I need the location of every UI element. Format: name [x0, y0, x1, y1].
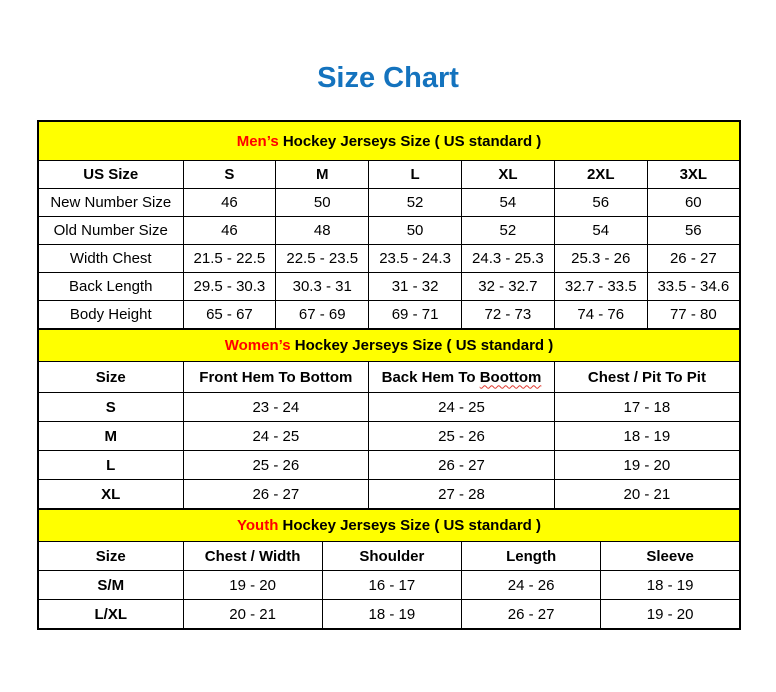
table-cell: 25 - 26 [183, 451, 369, 480]
table-cell: 18 - 19 [554, 422, 740, 451]
youth-size-table [37, 508, 741, 630]
table-cell: 17 - 18 [554, 393, 740, 422]
table-cell: 27 - 28 [369, 480, 555, 510]
table-cell: 23 - 24 [183, 393, 369, 422]
table-row [38, 600, 740, 630]
column-header: 3XL [647, 161, 740, 189]
table-cell: 20 - 21 [554, 480, 740, 510]
row-label: S/M [38, 571, 183, 600]
table-cell: 52 [461, 217, 554, 245]
column-header: L [369, 161, 462, 189]
womens-size-table [37, 328, 741, 510]
youth-header-row [38, 542, 740, 571]
table-cell: 29.5 - 30.3 [183, 273, 276, 301]
table-cell: 52 [369, 189, 462, 217]
table-cell: 31 - 32 [369, 273, 462, 301]
table-cell: 22.5 - 23.5 [276, 245, 369, 273]
table-cell: 19 - 20 [183, 571, 322, 600]
table-row [38, 217, 740, 245]
table-cell: 56 [554, 189, 647, 217]
row-label: Back Length [38, 273, 183, 301]
table-cell: 46 [183, 189, 276, 217]
table-cell: 69 - 71 [369, 301, 462, 330]
table-cell: 26 - 27 [647, 245, 740, 273]
column-header: XL [461, 161, 554, 189]
column-header: 2XL [554, 161, 647, 189]
mens-header-row [38, 161, 740, 189]
womens-section-accent: Women’s [224, 337, 291, 354]
youth-section-title [38, 509, 740, 542]
womens-section-text: Hockey Jerseys Size ( US standard ) [290, 337, 554, 354]
table-cell: 67 - 69 [276, 301, 369, 330]
row-label: L [38, 451, 183, 480]
column-header: US Size [38, 161, 183, 189]
youth-section-band [38, 509, 740, 542]
column-header [369, 362, 555, 393]
table-cell: 33.5 - 34.6 [647, 273, 740, 301]
table-cell: 72 - 73 [461, 301, 554, 330]
mens-size-table [37, 120, 741, 330]
row-label: New Number Size [38, 189, 183, 217]
table-cell: 16 - 17 [322, 571, 461, 600]
mens-section-accent: Men’s [236, 132, 279, 150]
table-cell: 26 - 27 [369, 451, 555, 480]
column-header: Size [38, 362, 183, 393]
table-cell: 74 - 76 [554, 301, 647, 330]
womens-header-row [38, 362, 740, 393]
column-header: Length [462, 542, 601, 571]
table-row [38, 301, 740, 330]
table-cell: 77 - 80 [647, 301, 740, 330]
table-cell: 18 - 19 [601, 571, 740, 600]
table-cell: 54 [554, 217, 647, 245]
table-cell: 32.7 - 33.5 [554, 273, 647, 301]
table-cell: 24 - 26 [462, 571, 601, 600]
column-header: S [183, 161, 276, 189]
table-cell: 46 [183, 217, 276, 245]
table-cell: 26 - 27 [183, 480, 369, 510]
mens-section-title [38, 121, 740, 161]
column-header: Chest / Pit To Pit [554, 362, 740, 393]
column-header-text: Back Hem To [381, 368, 480, 386]
page-title: Size Chart [317, 62, 459, 94]
table-row [38, 571, 740, 600]
youth-section-accent: Youth [237, 517, 279, 534]
table-cell: 25.3 - 26 [554, 245, 647, 273]
row-label: Width Chest [38, 245, 183, 273]
row-label: S [38, 393, 183, 422]
table-row [38, 189, 740, 217]
table-cell: 19 - 20 [601, 600, 740, 630]
misspelled-word: Boottom [479, 368, 542, 386]
column-header: Chest / Width [183, 542, 322, 571]
table-cell: 65 - 67 [183, 301, 276, 330]
size-chart-tables [37, 120, 741, 630]
table-cell: 50 [276, 189, 369, 217]
table-row [38, 393, 740, 422]
table-cell: 54 [461, 189, 554, 217]
column-header: Front Hem To Bottom [183, 362, 369, 393]
table-row [38, 451, 740, 480]
row-label: XL [38, 480, 183, 510]
table-cell: 24.3 - 25.3 [461, 245, 554, 273]
table-cell: 18 - 19 [322, 600, 461, 630]
table-cell: 24 - 25 [369, 393, 555, 422]
column-header: Size [38, 542, 183, 571]
table-cell: 32 - 32.7 [461, 273, 554, 301]
column-header: Shoulder [322, 542, 461, 571]
table-cell: 19 - 20 [554, 451, 740, 480]
table-row [38, 422, 740, 451]
womens-section-title [38, 329, 740, 362]
row-label: Old Number Size [38, 217, 183, 245]
table-cell: 50 [369, 217, 462, 245]
table-cell: 56 [647, 217, 740, 245]
row-label: M [38, 422, 183, 451]
table-cell: 25 - 26 [369, 422, 555, 451]
table-cell: 48 [276, 217, 369, 245]
table-cell: 23.5 - 24.3 [369, 245, 462, 273]
table-cell: 30.3 - 31 [276, 273, 369, 301]
row-label: Body Height [38, 301, 183, 330]
table-cell: 26 - 27 [462, 600, 601, 630]
column-header: M [276, 161, 369, 189]
table-cell: 24 - 25 [183, 422, 369, 451]
mens-section-text: Hockey Jerseys Size ( US standard ) [278, 132, 542, 150]
table-row [38, 480, 740, 510]
table-row [38, 273, 740, 301]
column-header: Sleeve [601, 542, 740, 571]
table-row [38, 245, 740, 273]
mens-section-band [38, 121, 740, 161]
womens-section-band [38, 329, 740, 362]
row-label: L/XL [38, 600, 183, 630]
table-cell: 60 [647, 189, 740, 217]
table-cell: 21.5 - 22.5 [183, 245, 276, 273]
youth-section-text: Hockey Jerseys Size ( US standard ) [278, 517, 541, 534]
table-cell: 20 - 21 [183, 600, 322, 630]
